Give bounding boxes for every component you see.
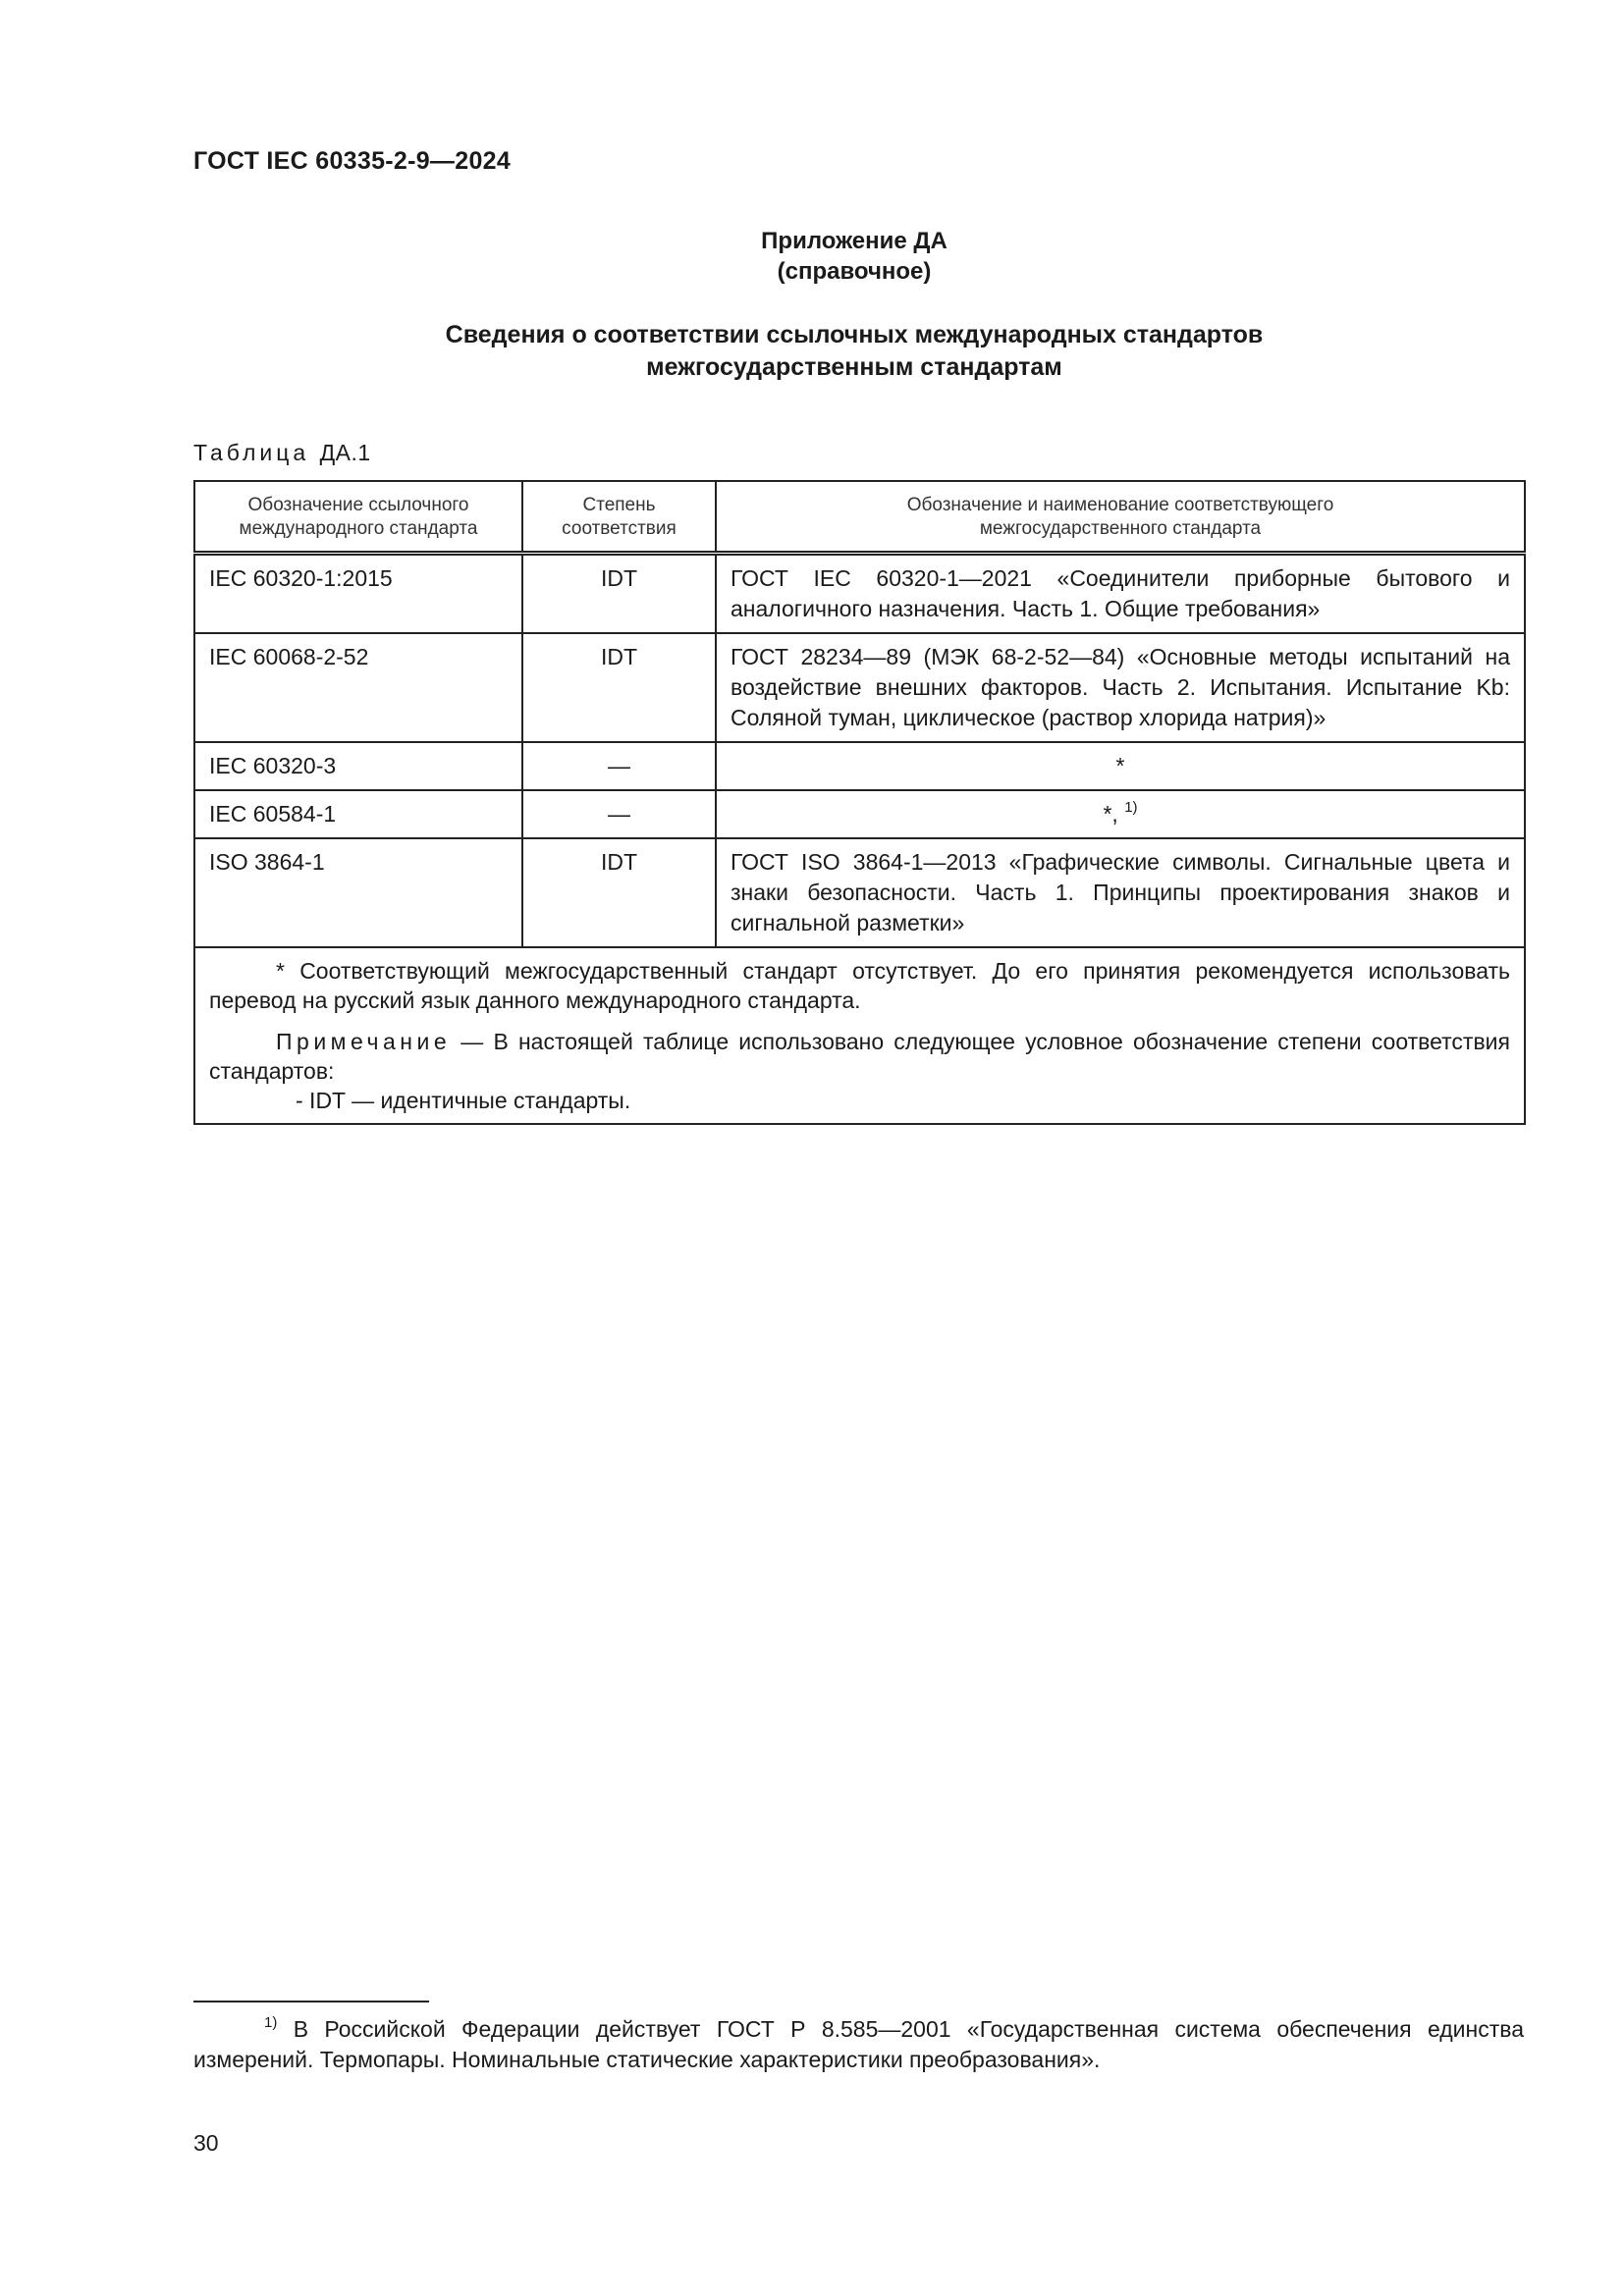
note-block xyxy=(209,1027,1510,1086)
interstate-standard-cell xyxy=(716,790,1525,838)
table-caption-word: Таблица xyxy=(193,440,310,465)
interstate-standard-cell: * xyxy=(716,742,1525,790)
correspondence-table xyxy=(193,480,1526,1125)
ref-standard-cell: IEC 60584-1 xyxy=(194,790,522,838)
interstate-standard-cell: ГОСТ IEC 60320-1—2021 «Соединители приборные бытового и аналогичного назначения. Часть 1. Общие требования» xyxy=(716,554,1525,634)
footnote-divider xyxy=(193,2001,429,2002)
header-ref-standard: Обозначение ссылочного международного стандарта xyxy=(194,481,522,554)
footnote-marker: 1) xyxy=(264,2014,278,2031)
table-row xyxy=(194,554,1525,634)
table-row xyxy=(194,838,1525,947)
degree-cell: IDT xyxy=(522,838,716,947)
footnote-text: В Российской Федерации действует ГОСТ Р 8.585—2001 «Государственная система обеспечения единства измерений. Термопары. Номинальные статические характеристики преобразования». xyxy=(193,2016,1524,2072)
ref-standard-cell: IEC 60068-2-52 xyxy=(194,633,522,742)
note-text: — В настоящей таблице использовано следующее условное обозначение степени соответствия стандартов: xyxy=(209,1029,1510,1084)
table-row xyxy=(194,633,1525,742)
interstate-standard-cell: ГОСТ ISO 3864-1—2013 «Графические символы. Сигнальные цвета и знаки безопасности. Часть 1. Принципы проектирования знаков и сигнальной разметки» xyxy=(716,838,1525,947)
ref-standard-cell: IEC 60320-3 xyxy=(194,742,522,790)
degree-cell: — xyxy=(522,742,716,790)
table-row xyxy=(194,742,1525,790)
table-caption-number: ДА.1 xyxy=(319,440,371,465)
page-number: 30 xyxy=(193,2130,219,2156)
note-label: Примечание xyxy=(276,1029,452,1054)
footnote xyxy=(193,2014,1524,2075)
table-notes xyxy=(194,947,1525,1124)
asterisk-note: * Соответствующий межгосударственный стандарт отсутствует. До его принятия рекомендуется использовать перевод на русский язык данного международного стандарта. xyxy=(209,958,1510,1013)
footnote-reference[interactable]: 1) xyxy=(1124,799,1138,816)
appendix-title xyxy=(0,319,1624,384)
document-code: ГОСТ IEC 60335-2-9—2024 xyxy=(193,147,512,175)
appendix-label: Приложение ДА xyxy=(761,228,947,254)
ref-standard-cell: IEC 60320-1:2015 xyxy=(194,554,522,634)
table-row xyxy=(194,790,1525,838)
table-notes-row xyxy=(194,947,1525,1124)
appendix-heading xyxy=(0,226,1624,287)
ref-standard-cell: ISO 3864-1 xyxy=(194,838,522,947)
degree-cell: IDT xyxy=(522,554,716,634)
interstate-standard-cell: ГОСТ 28234—89 (МЭК 68-2-52—84) «Основные методы испытаний на воздействие внешних факторов. Часть 2. Испытания. Испытание Kb: Соляной туман, циклическое (раствор хлорида натрия)» xyxy=(716,633,1525,742)
absent-standard-mark: *, xyxy=(1103,801,1125,827)
appendix-title-line1: Сведения о соответствии ссылочных международных стандартов xyxy=(445,321,1264,348)
table-header-row xyxy=(194,481,1525,554)
degree-cell: — xyxy=(522,790,716,838)
appendix-title-line2: межгосударственным стандартам xyxy=(646,353,1062,381)
idt-definition: - IDT — идентичные стандарты. xyxy=(296,1088,631,1113)
header-interstate-standard: Обозначение и наименование соответствующего межгосударственного стандарта xyxy=(716,481,1525,554)
header-degree: Степень соответствия xyxy=(522,481,716,554)
degree-cell: IDT xyxy=(522,633,716,742)
appendix-type: (справочное) xyxy=(777,258,932,285)
table-caption xyxy=(193,440,371,466)
